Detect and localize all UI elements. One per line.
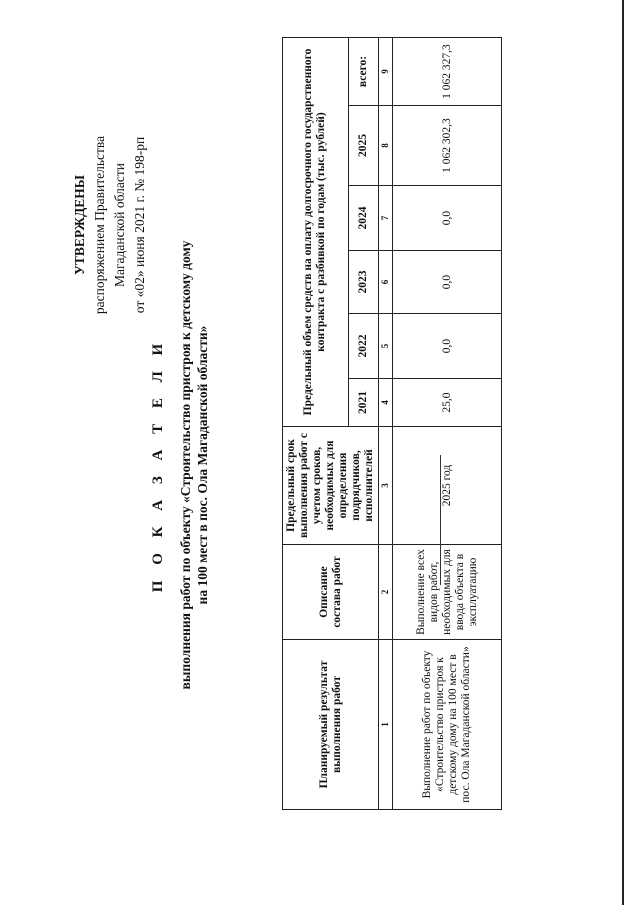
header-total: всего: bbox=[348, 38, 378, 106]
cell-value-2021: 25,0 bbox=[393, 379, 502, 427]
cell-description: Выполнение всех видов работ, необходимых для ввода объекта в эксплуатацию bbox=[393, 545, 502, 640]
column-number: 1 bbox=[379, 640, 393, 810]
column-number: 9 bbox=[379, 38, 393, 106]
document-subtitle-line-2: на 100 мест в пос. Ола Магаданской области» bbox=[195, 325, 210, 605]
cell-value-2025: 1 062 302,3 bbox=[393, 106, 502, 186]
cell-deadline: 2025 год bbox=[393, 427, 502, 545]
approval-stamp bbox=[70, 65, 150, 385]
cell-value-2022: 0,0 bbox=[393, 314, 502, 379]
approval-line-3: от «02» июня 2021 г. № 198-рп bbox=[132, 136, 147, 314]
document-title-block bbox=[150, 225, 211, 705]
approval-line-1: распоряжением Правительства bbox=[92, 135, 107, 315]
table-row bbox=[393, 38, 502, 810]
document-title: П О К А З А Т Е Л И bbox=[150, 337, 166, 593]
header-year-2025: 2025 bbox=[348, 106, 378, 186]
column-number-row bbox=[379, 38, 393, 810]
cell-result: Выполнение работ по объекту «Строительство пристроя к детскому дому на 100 мест в пос. Ола Магаданской области» bbox=[393, 640, 502, 810]
header-funding: Предельный объем средств на оплату долгосрочного государственного контракта с разбивкой по годам (тыс. рублей) bbox=[283, 38, 349, 427]
column-number: 2 bbox=[379, 545, 393, 640]
cell-value-2023: 0,0 bbox=[393, 251, 502, 314]
header-row-1 bbox=[283, 38, 349, 810]
page-edge-line bbox=[622, 0, 624, 905]
indicators-table bbox=[282, 37, 502, 810]
column-number: 4 bbox=[379, 379, 393, 427]
divider-line bbox=[440, 455, 441, 585]
header-year-2021: 2021 bbox=[348, 379, 378, 427]
header-description: Описание состава работ bbox=[283, 545, 379, 640]
header-year-2024: 2024 bbox=[348, 186, 378, 251]
header-year-2023: 2023 bbox=[348, 251, 378, 314]
column-number: 5 bbox=[379, 314, 393, 379]
column-number: 8 bbox=[379, 106, 393, 186]
header-result: Планируемый результат выполнения работ bbox=[283, 640, 379, 810]
approval-heading: УТВЕРЖДЕНЫ bbox=[72, 174, 87, 276]
cell-total: 1 062 327,3 bbox=[393, 38, 502, 106]
header-deadline: Предельный срок выполнения работ с учетом сроков, необходимых для определения подрядчиков, исполнителей bbox=[283, 427, 379, 545]
column-number: 7 bbox=[379, 186, 393, 251]
header-year-2022: 2022 bbox=[348, 314, 378, 379]
approval-line-2: Магаданской области bbox=[112, 163, 127, 287]
cell-value-2024: 0,0 bbox=[393, 186, 502, 251]
document-subtitle-line-1: выполнения работ по объекту «Строительство пристроя к детскому дому bbox=[178, 240, 193, 690]
column-number: 6 bbox=[379, 251, 393, 314]
column-number: 3 bbox=[379, 427, 393, 545]
